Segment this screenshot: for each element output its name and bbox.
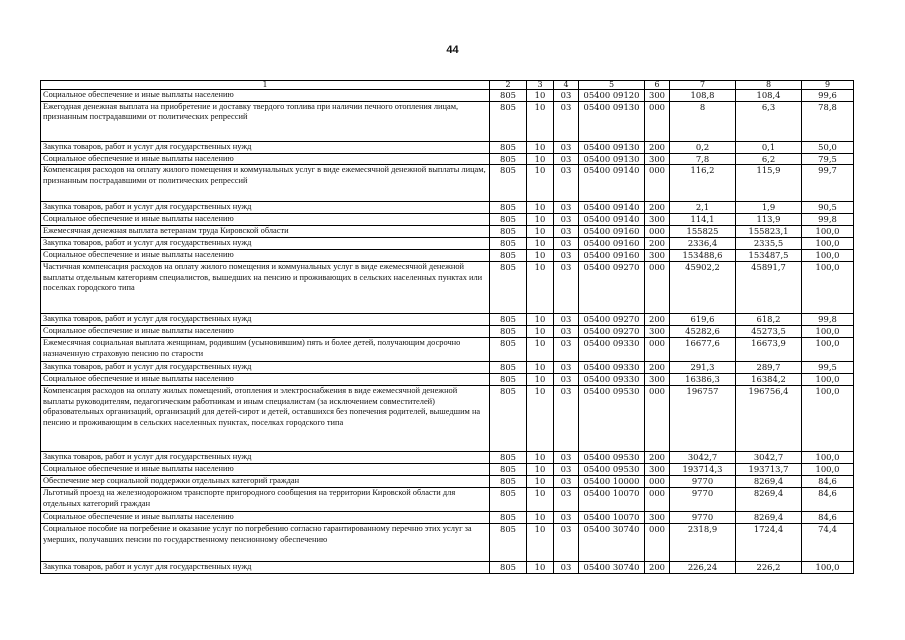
row-code-5: 05400 09270	[579, 326, 645, 338]
row-plan-value: 114,1	[670, 214, 736, 226]
row-code-6: 000	[645, 262, 670, 314]
row-percent: 84,6	[802, 512, 854, 524]
row-code-3: 10	[527, 165, 554, 202]
row-code-6: 200	[645, 141, 670, 153]
row-description: Частичная компенсация расходов на оплату жилого помещения и коммунальных услуг в виде ежемесячной денежной выплаты отдельным категориям специалистов, вышедших на пенсию и проживающих в сельских населенных пунктах или поселках городского типа	[41, 262, 490, 314]
row-percent: 100,0	[802, 562, 854, 574]
table-row	[41, 386, 854, 452]
row-code-6: 000	[645, 165, 670, 202]
row-code-6: 200	[645, 562, 670, 574]
row-description: Социальное пособие на погребение и оказание услуг по погребению согласно гарантированному перечню этих услуг за умерших, получавших пенсии по государственному пенсионному обеспечению	[41, 524, 490, 562]
row-actual-value: 618,2	[736, 314, 802, 326]
row-plan-value: 2336,4	[670, 238, 736, 250]
row-percent: 100,0	[802, 226, 854, 238]
row-percent: 84,6	[802, 476, 854, 488]
row-description: Ежемесячная денежная выплата ветеранам труда Кировской области	[41, 226, 490, 238]
budget-table	[40, 80, 854, 574]
row-description: Обеспечение мер социальной поддержки отдельных категорий граждан	[41, 476, 490, 488]
row-code-5: 05400 09160	[579, 238, 645, 250]
row-code-4: 03	[554, 326, 579, 338]
row-code-5: 05400 10000	[579, 476, 645, 488]
row-code-5: 05400 09530	[579, 386, 645, 452]
row-code-5: 05400 10070	[579, 512, 645, 524]
row-code-2: 805	[490, 238, 527, 250]
row-code-5: 05400 09120	[579, 90, 645, 102]
row-code-6: 200	[645, 238, 670, 250]
row-code-6: 200	[645, 202, 670, 214]
row-code-3: 10	[527, 386, 554, 452]
table-row	[41, 362, 854, 374]
row-plan-value: 9770	[670, 488, 736, 512]
row-actual-value: 108,4	[736, 90, 802, 102]
row-actual-value: 155823,1	[736, 226, 802, 238]
header-cell: 3	[527, 81, 554, 90]
row-code-6: 000	[645, 524, 670, 562]
row-code-4: 03	[554, 101, 579, 141]
row-code-4: 03	[554, 314, 579, 326]
row-code-6: 000	[645, 226, 670, 238]
row-actual-value: 196756,4	[736, 386, 802, 452]
row-code-5: 05400 09330	[579, 374, 645, 386]
row-code-2: 805	[490, 262, 527, 314]
row-description: Социальное обеспечение и иные выплаты населению	[41, 326, 490, 338]
row-code-6: 200	[645, 362, 670, 374]
row-code-3: 10	[527, 101, 554, 141]
row-actual-value: 193713,7	[736, 464, 802, 476]
table-row	[41, 562, 854, 574]
row-code-4: 03	[554, 374, 579, 386]
row-code-3: 10	[527, 214, 554, 226]
row-code-5: 05400 09140	[579, 202, 645, 214]
row-actual-value: 6,2	[736, 153, 802, 165]
row-code-3: 10	[527, 452, 554, 464]
row-code-2: 805	[490, 476, 527, 488]
row-code-6: 300	[645, 464, 670, 476]
row-code-3: 10	[527, 374, 554, 386]
row-description: Социальное обеспечение и иные выплаты населению	[41, 214, 490, 226]
row-actual-value: 1724,4	[736, 524, 802, 562]
row-description: Ежемесячная социальная выплата женщинам, родившим (усыновившим) пять и более детей, получающим досрочно назначенную страховую пенсию по старости	[41, 338, 490, 362]
row-code-5: 05400 09140	[579, 165, 645, 202]
row-plan-value: 8	[670, 101, 736, 141]
row-actual-value: 289,7	[736, 362, 802, 374]
table-row	[41, 250, 854, 262]
row-percent: 99,7	[802, 165, 854, 202]
row-code-2: 805	[490, 464, 527, 476]
row-code-3: 10	[527, 226, 554, 238]
table-row	[41, 214, 854, 226]
row-code-3: 10	[527, 141, 554, 153]
row-code-2: 805	[490, 202, 527, 214]
row-code-4: 03	[554, 464, 579, 476]
row-percent: 84,6	[802, 488, 854, 512]
row-description: Льготный проезд на железнодорожном транспорте пригородного сообщения на территории Кировской области для отдельных категорий граждан	[41, 488, 490, 512]
table-row	[41, 524, 854, 562]
row-code-6: 000	[645, 101, 670, 141]
row-code-4: 03	[554, 238, 579, 250]
row-actual-value: 16673,9	[736, 338, 802, 362]
row-code-5: 05400 09330	[579, 338, 645, 362]
row-percent: 100,0	[802, 326, 854, 338]
row-description: Закупка товаров, работ и услуг для государственных нужд	[41, 141, 490, 153]
row-code-6: 300	[645, 214, 670, 226]
row-code-6: 200	[645, 452, 670, 464]
row-code-2: 805	[490, 90, 527, 102]
row-code-4: 03	[554, 90, 579, 102]
table-row	[41, 202, 854, 214]
row-code-2: 805	[490, 326, 527, 338]
row-percent: 100,0	[802, 374, 854, 386]
row-percent: 100,0	[802, 464, 854, 476]
row-code-2: 805	[490, 452, 527, 464]
row-code-4: 03	[554, 386, 579, 452]
row-plan-value: 7,8	[670, 153, 736, 165]
table-row	[41, 90, 854, 102]
row-code-2: 805	[490, 488, 527, 512]
row-plan-value: 9770	[670, 476, 736, 488]
row-description: Закупка товаров, работ и услуг для государственных нужд	[41, 362, 490, 374]
row-percent: 74,4	[802, 524, 854, 562]
row-code-4: 03	[554, 512, 579, 524]
row-plan-value: 108,8	[670, 90, 736, 102]
table-header-row	[41, 81, 854, 90]
row-code-2: 805	[490, 562, 527, 574]
row-code-4: 03	[554, 562, 579, 574]
row-actual-value: 153487,5	[736, 250, 802, 262]
row-percent: 100,0	[802, 250, 854, 262]
row-code-5: 05400 09270	[579, 262, 645, 314]
row-description: Социальное обеспечение и иные выплаты населению	[41, 512, 490, 524]
row-code-6: 300	[645, 90, 670, 102]
row-percent: 90,5	[802, 202, 854, 214]
row-actual-value: 113,9	[736, 214, 802, 226]
row-actual-value: 45891,7	[736, 262, 802, 314]
row-code-6: 200	[645, 314, 670, 326]
row-description: Закупка товаров, работ и услуг для государственных нужд	[41, 452, 490, 464]
row-percent: 79,5	[802, 153, 854, 165]
row-code-3: 10	[527, 314, 554, 326]
row-description: Социальное обеспечение и иные выплаты населению	[41, 90, 490, 102]
row-code-5: 05400 09130	[579, 153, 645, 165]
row-code-6: 300	[645, 374, 670, 386]
row-plan-value: 16386,3	[670, 374, 736, 386]
table-row	[41, 512, 854, 524]
row-percent: 99,8	[802, 214, 854, 226]
row-code-3: 10	[527, 326, 554, 338]
row-code-4: 03	[554, 262, 579, 314]
row-plan-value: 619,6	[670, 314, 736, 326]
row-percent: 100,0	[802, 262, 854, 314]
row-code-5: 05400 10070	[579, 488, 645, 512]
row-code-4: 03	[554, 226, 579, 238]
row-actual-value: 0,1	[736, 141, 802, 153]
row-plan-value: 45902,2	[670, 262, 736, 314]
row-code-6: 300	[645, 250, 670, 262]
row-code-6: 300	[645, 326, 670, 338]
row-actual-value: 1,9	[736, 202, 802, 214]
row-code-4: 03	[554, 250, 579, 262]
row-code-5: 05400 09160	[579, 226, 645, 238]
row-actual-value: 226,2	[736, 562, 802, 574]
row-plan-value: 196757	[670, 386, 736, 452]
row-percent: 99,8	[802, 314, 854, 326]
row-code-5: 05400 30740	[579, 524, 645, 562]
row-code-5: 05400 09130	[579, 101, 645, 141]
row-code-6: 000	[645, 338, 670, 362]
row-code-6: 000	[645, 386, 670, 452]
row-code-2: 805	[490, 362, 527, 374]
row-code-2: 805	[490, 214, 527, 226]
row-code-5: 05400 09530	[579, 452, 645, 464]
table-row	[41, 488, 854, 512]
row-code-3: 10	[527, 476, 554, 488]
row-description: Социальное обеспечение и иные выплаты населению	[41, 464, 490, 476]
row-code-3: 10	[527, 153, 554, 165]
row-description: Компенсация расходов на оплату жилого помещения и коммунальных услуг в виде ежемесячной денежной выплаты лицам, признанным пострадавшими от политических репрессий	[41, 165, 490, 202]
row-plan-value: 291,3	[670, 362, 736, 374]
row-code-2: 805	[490, 226, 527, 238]
header-cell: 4	[554, 81, 579, 90]
row-actual-value: 6,3	[736, 101, 802, 141]
row-plan-value: 45282,6	[670, 326, 736, 338]
row-code-4: 03	[554, 362, 579, 374]
row-code-4: 03	[554, 338, 579, 362]
row-code-2: 805	[490, 165, 527, 202]
row-code-4: 03	[554, 524, 579, 562]
row-code-2: 805	[490, 524, 527, 562]
row-percent: 100,0	[802, 338, 854, 362]
row-code-3: 10	[527, 202, 554, 214]
row-plan-value: 116,2	[670, 165, 736, 202]
header-cell: 7	[670, 81, 736, 90]
row-description: Закупка товаров, работ и услуг для государственных нужд	[41, 202, 490, 214]
table-row	[41, 238, 854, 250]
row-code-4: 03	[554, 214, 579, 226]
row-code-2: 805	[490, 512, 527, 524]
row-code-4: 03	[554, 488, 579, 512]
header-cell: 9	[802, 81, 854, 90]
row-code-3: 10	[527, 90, 554, 102]
row-code-5: 05400 30740	[579, 562, 645, 574]
row-code-2: 805	[490, 314, 527, 326]
row-percent: 78,8	[802, 101, 854, 141]
row-code-6: 000	[645, 488, 670, 512]
row-code-2: 805	[490, 141, 527, 153]
row-description: Компенсация расходов на оплату жилых помещений, отопления и электроснабжения в виде ежемесячной денежной выплаты руководителям, педагогическим работникам и иным специалистам (за исключением совместителей) образовательных организаций, организаций для детей-сирот и детей, оставшихся без попечения родителей, вышедшим на пенсию и проживающим в сельских населенных пунктах, поселках городского типа	[41, 386, 490, 452]
table-row	[41, 141, 854, 153]
table-row	[41, 165, 854, 202]
row-code-4: 03	[554, 165, 579, 202]
row-percent: 50,0	[802, 141, 854, 153]
table-row	[41, 262, 854, 314]
row-code-6: 000	[645, 476, 670, 488]
row-actual-value: 8269,4	[736, 476, 802, 488]
table-row	[41, 101, 854, 141]
row-plan-value: 3042,7	[670, 452, 736, 464]
table-row	[41, 452, 854, 464]
row-plan-value: 0,2	[670, 141, 736, 153]
row-percent: 100,0	[802, 452, 854, 464]
header-cell: 1	[41, 81, 490, 90]
row-plan-value: 193714,3	[670, 464, 736, 476]
row-actual-value: 8269,4	[736, 488, 802, 512]
row-code-5: 05400 09140	[579, 214, 645, 226]
row-code-3: 10	[527, 338, 554, 362]
row-plan-value: 153488,6	[670, 250, 736, 262]
table-row	[41, 464, 854, 476]
row-description: Закупка товаров, работ и услуг для государственных нужд	[41, 314, 490, 326]
row-code-2: 805	[490, 101, 527, 141]
row-code-3: 10	[527, 262, 554, 314]
row-actual-value: 115,9	[736, 165, 802, 202]
header-cell: 6	[645, 81, 670, 90]
row-actual-value: 16384,2	[736, 374, 802, 386]
row-plan-value: 155825	[670, 226, 736, 238]
row-code-5: 05400 09270	[579, 314, 645, 326]
row-code-2: 805	[490, 374, 527, 386]
row-plan-value: 9770	[670, 512, 736, 524]
row-percent: 99,6	[802, 90, 854, 102]
row-plan-value: 16677,6	[670, 338, 736, 362]
row-code-3: 10	[527, 524, 554, 562]
row-code-3: 10	[527, 238, 554, 250]
row-code-5: 05400 09330	[579, 362, 645, 374]
row-code-5: 05400 09160	[579, 250, 645, 262]
row-percent: 100,0	[802, 386, 854, 452]
row-code-2: 805	[490, 338, 527, 362]
row-code-3: 10	[527, 362, 554, 374]
row-code-3: 10	[527, 562, 554, 574]
row-actual-value: 2335,5	[736, 238, 802, 250]
row-code-4: 03	[554, 452, 579, 464]
row-percent: 99,5	[802, 362, 854, 374]
table-row	[41, 153, 854, 165]
header-cell: 2	[490, 81, 527, 90]
row-code-5: 05400 09530	[579, 464, 645, 476]
table-row	[41, 476, 854, 488]
row-description: Ежегодная денежная выплата на приобретение и доставку твердого топлива при наличии печного отопления лицам, признанным пострадавшими от политических репрессий	[41, 101, 490, 141]
row-actual-value: 45273,5	[736, 326, 802, 338]
row-code-3: 10	[527, 512, 554, 524]
row-code-4: 03	[554, 141, 579, 153]
row-actual-value: 3042,7	[736, 452, 802, 464]
table-row	[41, 326, 854, 338]
row-percent: 100,0	[802, 238, 854, 250]
row-code-4: 03	[554, 202, 579, 214]
table-row	[41, 374, 854, 386]
table-row	[41, 226, 854, 238]
row-description: Закупка товаров, работ и услуг для государственных нужд	[41, 562, 490, 574]
row-plan-value: 226,24	[670, 562, 736, 574]
row-plan-value: 2,1	[670, 202, 736, 214]
row-description: Закупка товаров, работ и услуг для государственных нужд	[41, 238, 490, 250]
row-code-4: 03	[554, 153, 579, 165]
row-plan-value: 2318,9	[670, 524, 736, 562]
row-description: Социальное обеспечение и иные выплаты населению	[41, 374, 490, 386]
row-code-2: 805	[490, 153, 527, 165]
row-code-5: 05400 09130	[579, 141, 645, 153]
row-code-3: 10	[527, 488, 554, 512]
row-code-2: 805	[490, 250, 527, 262]
table-row	[41, 314, 854, 326]
header-cell: 5	[579, 81, 645, 90]
row-code-3: 10	[527, 250, 554, 262]
row-description: Социальное обеспечение и иные выплаты населению	[41, 153, 490, 165]
row-code-6: 300	[645, 512, 670, 524]
row-code-3: 10	[527, 464, 554, 476]
row-code-4: 03	[554, 476, 579, 488]
row-code-2: 805	[490, 386, 527, 452]
header-cell: 8	[736, 81, 802, 90]
row-code-6: 300	[645, 153, 670, 165]
row-description: Социальное обеспечение и иные выплаты населению	[41, 250, 490, 262]
table-row	[41, 338, 854, 362]
row-actual-value: 8269,4	[736, 512, 802, 524]
page-number: 44	[446, 44, 459, 56]
